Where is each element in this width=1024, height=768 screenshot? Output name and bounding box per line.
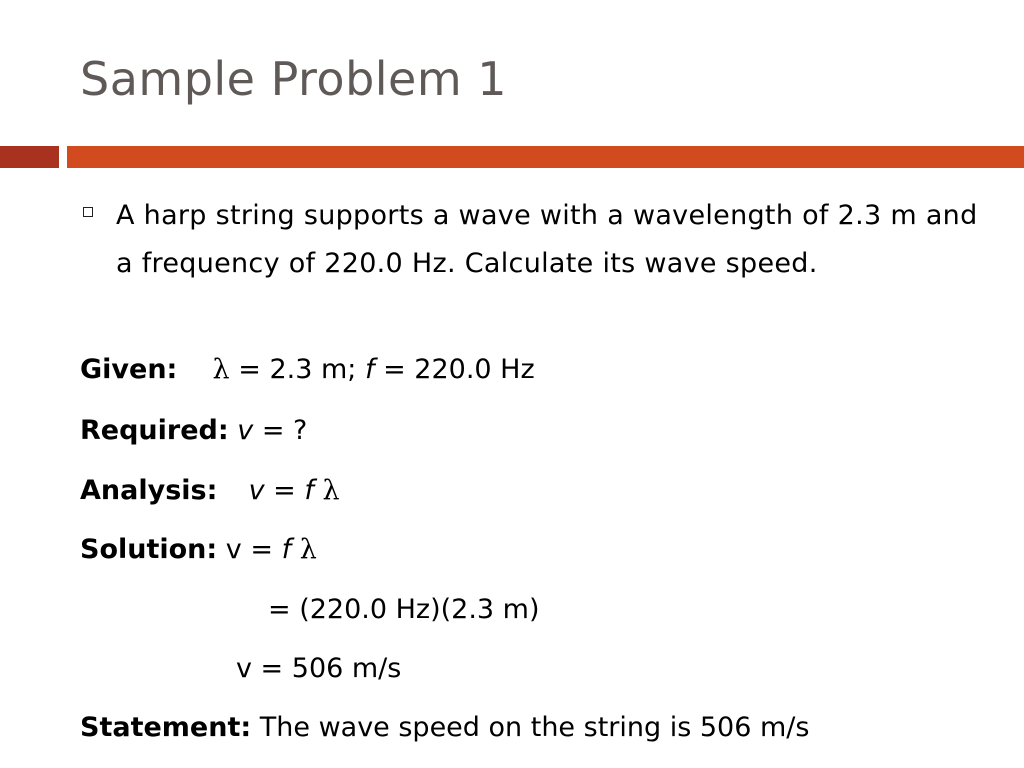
given-frequency: = 220.0 Hz (383, 354, 535, 385)
hollow-square-bullet-icon (83, 207, 93, 217)
title-divider-bar (67, 146, 1024, 168)
velocity-symbol: v (237, 415, 254, 446)
required-label: Required: (80, 415, 229, 446)
lambda-symbol: λ (212, 354, 230, 385)
solution-start: v = (225, 534, 282, 565)
statement-label: Statement: (80, 712, 252, 743)
solution-label: Solution: (80, 534, 218, 565)
statement-line (80, 708, 809, 748)
title-divider-accent (0, 146, 59, 168)
given-line (80, 350, 535, 390)
given-wavelength: = 2.3 m; (238, 354, 365, 385)
given-label: Given: (80, 354, 178, 385)
required-value: = ? (261, 415, 308, 446)
frequency-symbol: f (281, 534, 292, 565)
analysis-label: Analysis: (80, 475, 218, 506)
slide-title: Sample Problem 1 (80, 52, 508, 106)
frequency-symbol: f (364, 354, 375, 385)
solution-line (80, 530, 317, 570)
statement-text: The wave speed on the string is 506 m/s (259, 712, 810, 743)
lambda-symbol: λ (322, 475, 340, 506)
problem-text: A harp string supports a wave with a wavelength of 2.3 m and a frequency of 220.0 Hz. Calculate its wave speed. (116, 200, 978, 279)
analysis-equals: = (273, 475, 305, 506)
velocity-symbol: v (248, 475, 265, 506)
analysis-line (80, 471, 340, 511)
lambda-symbol: λ (299, 534, 317, 565)
required-line (80, 411, 307, 451)
frequency-symbol: f (304, 475, 314, 506)
solution-substitution: = (220.0 Hz)(2.3 m) (268, 594, 540, 625)
solution-result: v = 506 m/s (236, 653, 402, 684)
